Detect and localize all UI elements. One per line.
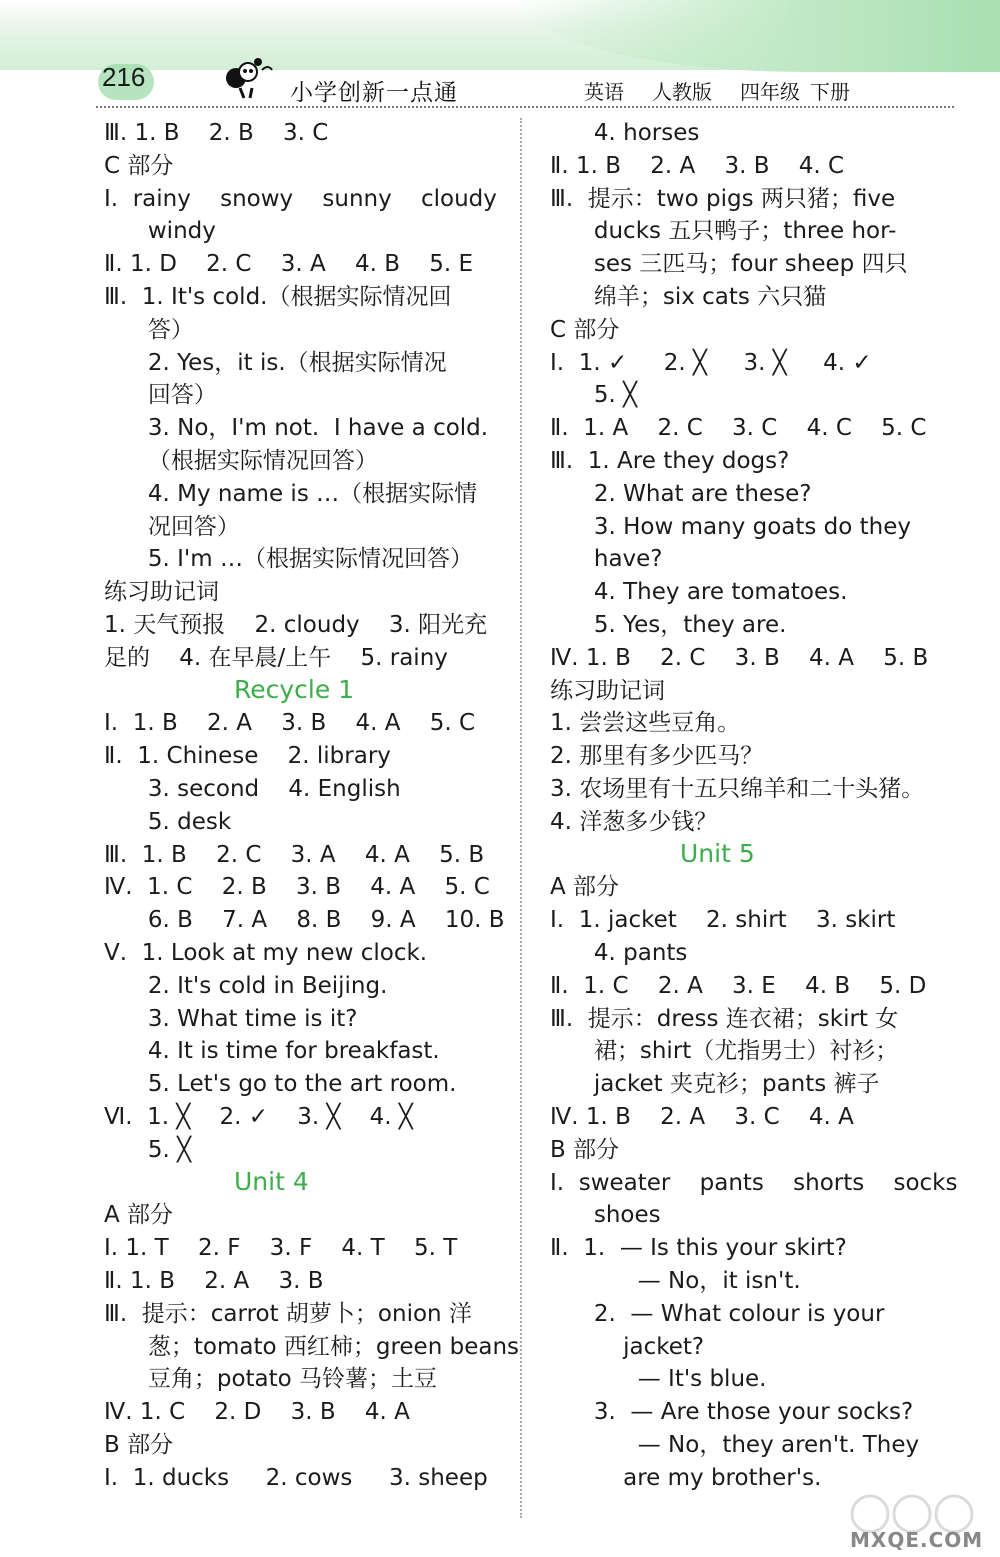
- answer-line: Ⅵ. 1. ╳ 2. ✓ 3. ╳ 4. ╳: [104, 1104, 413, 1130]
- answer-line: Ⅰ. 1. jacket 2. shirt 3. skirt: [550, 907, 896, 934]
- answer-line: Ⅰ. rainy snowy sunny cloudy: [104, 185, 497, 212]
- subject-label: 英语: [584, 80, 624, 104]
- answer-line: （根据实际情况回答）: [104, 448, 378, 474]
- answer-line: 练习助记词: [550, 677, 665, 704]
- answer-line: A 部分: [550, 874, 620, 901]
- answer-line: Ⅱ. 1. B 2. A 3. B: [104, 1268, 324, 1294]
- answer-line: 豆角；potato 马铃薯；土豆: [104, 1366, 438, 1393]
- answer-line: 回答）: [104, 382, 217, 409]
- answer-line: 3. What time is it?: [104, 1005, 358, 1032]
- answer-line: 5. desk: [104, 808, 232, 835]
- answer-line: Ⅲ. 1. Are they dogs?: [550, 448, 790, 474]
- answer-line: Ⅲ. 1. B 2. B 3. C: [104, 120, 329, 146]
- answer-line: 3. No，I'm not. I have a cold.: [104, 415, 489, 442]
- answer-line: 答）: [104, 316, 194, 343]
- answer-line: 葱；tomato 西红柿；green beans: [104, 1333, 519, 1360]
- answer-line: Ⅲ. 1. It's cold.（根据实际情况回: [104, 284, 452, 310]
- answer-line: Ⅳ. 1. C 2. D 3. B 4. A: [104, 1399, 410, 1426]
- answer-line: C 部分: [550, 316, 620, 343]
- answer-line: 3. second 4. English: [104, 776, 401, 802]
- answer-line: 5. I'm …（根据实际情况回答）: [104, 546, 473, 573]
- answer-line: 4. 洋葱多少钱？: [550, 808, 718, 835]
- answer-line: Ⅰ. 1. B 2. A 3. B 4. A 5. C: [104, 710, 476, 737]
- answer-line: ducks 五只鸭子；three hor-: [550, 218, 897, 245]
- answer-line: — It's blue.: [550, 1366, 767, 1393]
- panda-mascot-icon: [220, 52, 276, 100]
- volume-label: 下册: [810, 80, 850, 104]
- answer-line: B 部分: [550, 1136, 620, 1163]
- answer-line: 况回答）: [104, 513, 240, 540]
- answer-line: Ⅱ. 1. D 2. C 3. A 4. B 5. E: [104, 251, 474, 278]
- answer-line: 3. — Are those your socks?: [550, 1399, 914, 1426]
- answer-line: jacket 夹克衫；pants 裤子: [550, 1071, 880, 1098]
- answer-line: jacket?: [550, 1333, 705, 1360]
- answer-line: Ⅲ. 提示：dress 连衣裙；skirt 女: [550, 1005, 899, 1032]
- edition-label: 人教版: [652, 80, 712, 104]
- answer-line: — No，they aren't. They: [550, 1432, 920, 1458]
- answer-line: Ⅱ. 1. — Is this your skirt?: [550, 1235, 847, 1262]
- answer-line: shoes: [550, 1202, 661, 1229]
- answer-line: 2. Yes，it is.（根据实际情况: [104, 349, 447, 376]
- answer-line: Ⅳ. 1. C 2. B 3. B 4. A 5. C: [104, 874, 490, 901]
- answer-line: Ⅲ. 提示：carrot 胡萝卜；onion 洋: [104, 1300, 472, 1327]
- answer-line: C 部分: [104, 152, 174, 179]
- answer-line: 4. It is time for breakfast.: [104, 1038, 440, 1065]
- column-divider: [520, 118, 522, 1518]
- answer-line: 5. Let's go to the art room.: [104, 1071, 457, 1098]
- answer-line: 5. Yes，they are.: [550, 612, 787, 638]
- section-heading: Recycle 1: [234, 674, 355, 704]
- answer-line: 1. 天气预报 2. cloudy 3. 阳光充: [104, 612, 488, 638]
- answer-line: are my brother's.: [550, 1464, 822, 1491]
- answer-line: 2. What are these?: [550, 480, 812, 507]
- watermark-text: MXQE.COM: [850, 1528, 984, 1552]
- answer-line: Ⅰ. 1. ducks 2. cows 3. sheep: [104, 1464, 488, 1491]
- answer-line: 4. They are tomatoes.: [550, 579, 848, 606]
- answer-line: 练习助记词: [104, 579, 219, 606]
- answer-line: 2. It's cold in Beijing.: [104, 972, 388, 999]
- answer-line: 4. pants: [550, 940, 688, 966]
- answer-line: — No，it isn't.: [550, 1268, 801, 1294]
- answer-line: 3. 农场里有十五只绵羊和二十头猪。: [550, 776, 925, 802]
- answer-line: 2. — What colour is your: [550, 1300, 885, 1327]
- section-heading: Unit 4: [234, 1166, 309, 1196]
- answer-line: Ⅱ. 1. B 2. A 3. B 4. C: [550, 152, 845, 179]
- answer-line: B 部分: [104, 1432, 174, 1458]
- answer-line: 绵羊；six cats 六只猫: [550, 284, 827, 310]
- answer-line: 4. horses: [550, 120, 700, 146]
- answer-line: 5. ╳: [550, 382, 637, 409]
- answer-line: have?: [550, 546, 663, 573]
- book-title: 小学创新一点通: [290, 80, 458, 106]
- page-number: 216: [102, 62, 146, 92]
- answer-line: 6. B 7. A 8. B 9. A 10. B: [104, 907, 505, 934]
- answer-line: Ⅱ. 1. Chinese 2. library: [104, 743, 391, 770]
- answer-line: 2. 那里有多少匹马？: [550, 743, 764, 770]
- section-heading: Unit 5: [680, 838, 755, 868]
- answer-line: 5. ╳: [104, 1136, 191, 1163]
- answer-line: ses 三匹马；four sheep 四只: [550, 251, 908, 278]
- answer-line: windy: [104, 218, 216, 245]
- answer-line: Ⅳ. 1. B 2. C 3. B 4. A 5. B: [550, 644, 929, 671]
- answer-line: Ⅲ. 1. B 2. C 3. A 4. A 5. B: [104, 841, 485, 868]
- answer-line: Ⅱ. 1. A 2. C 3. C 4. C 5. C: [550, 415, 927, 442]
- answer-line: Ⅰ. sweater pants shorts socks: [550, 1169, 958, 1196]
- answer-line: Ⅱ. 1. C 2. A 3. E 4. B 5. D: [550, 972, 927, 999]
- answer-line: Ⅳ. 1. B 2. A 3. C 4. A: [550, 1104, 854, 1130]
- header-divider: [96, 106, 954, 108]
- answer-line: A 部分: [104, 1202, 174, 1229]
- answer-line: 1. 尝尝这些豆角。: [550, 710, 741, 737]
- answer-line: Ⅲ. 提示：two pigs 两只猪；five: [550, 185, 896, 212]
- answer-line: 4. My name is …（根据实际情: [104, 480, 478, 507]
- answer-line: Ⅴ. 1. Look at my new clock.: [104, 940, 428, 966]
- answer-line: 足的 4. 在早晨/上午 5. rainy: [104, 644, 448, 671]
- answer-line: Ⅰ. 1. ✓ 2. ╳ 3. ╳ 4. ✓: [550, 349, 872, 376]
- answer-line: Ⅰ. 1. T 2. F 3. F 4. T 5. T: [104, 1235, 458, 1262]
- answer-line: 裙；shirt（尤指男士）衬衫；: [550, 1038, 899, 1065]
- answer-line: 3. How many goats do they: [550, 513, 912, 540]
- grade-label: 四年级: [740, 80, 800, 104]
